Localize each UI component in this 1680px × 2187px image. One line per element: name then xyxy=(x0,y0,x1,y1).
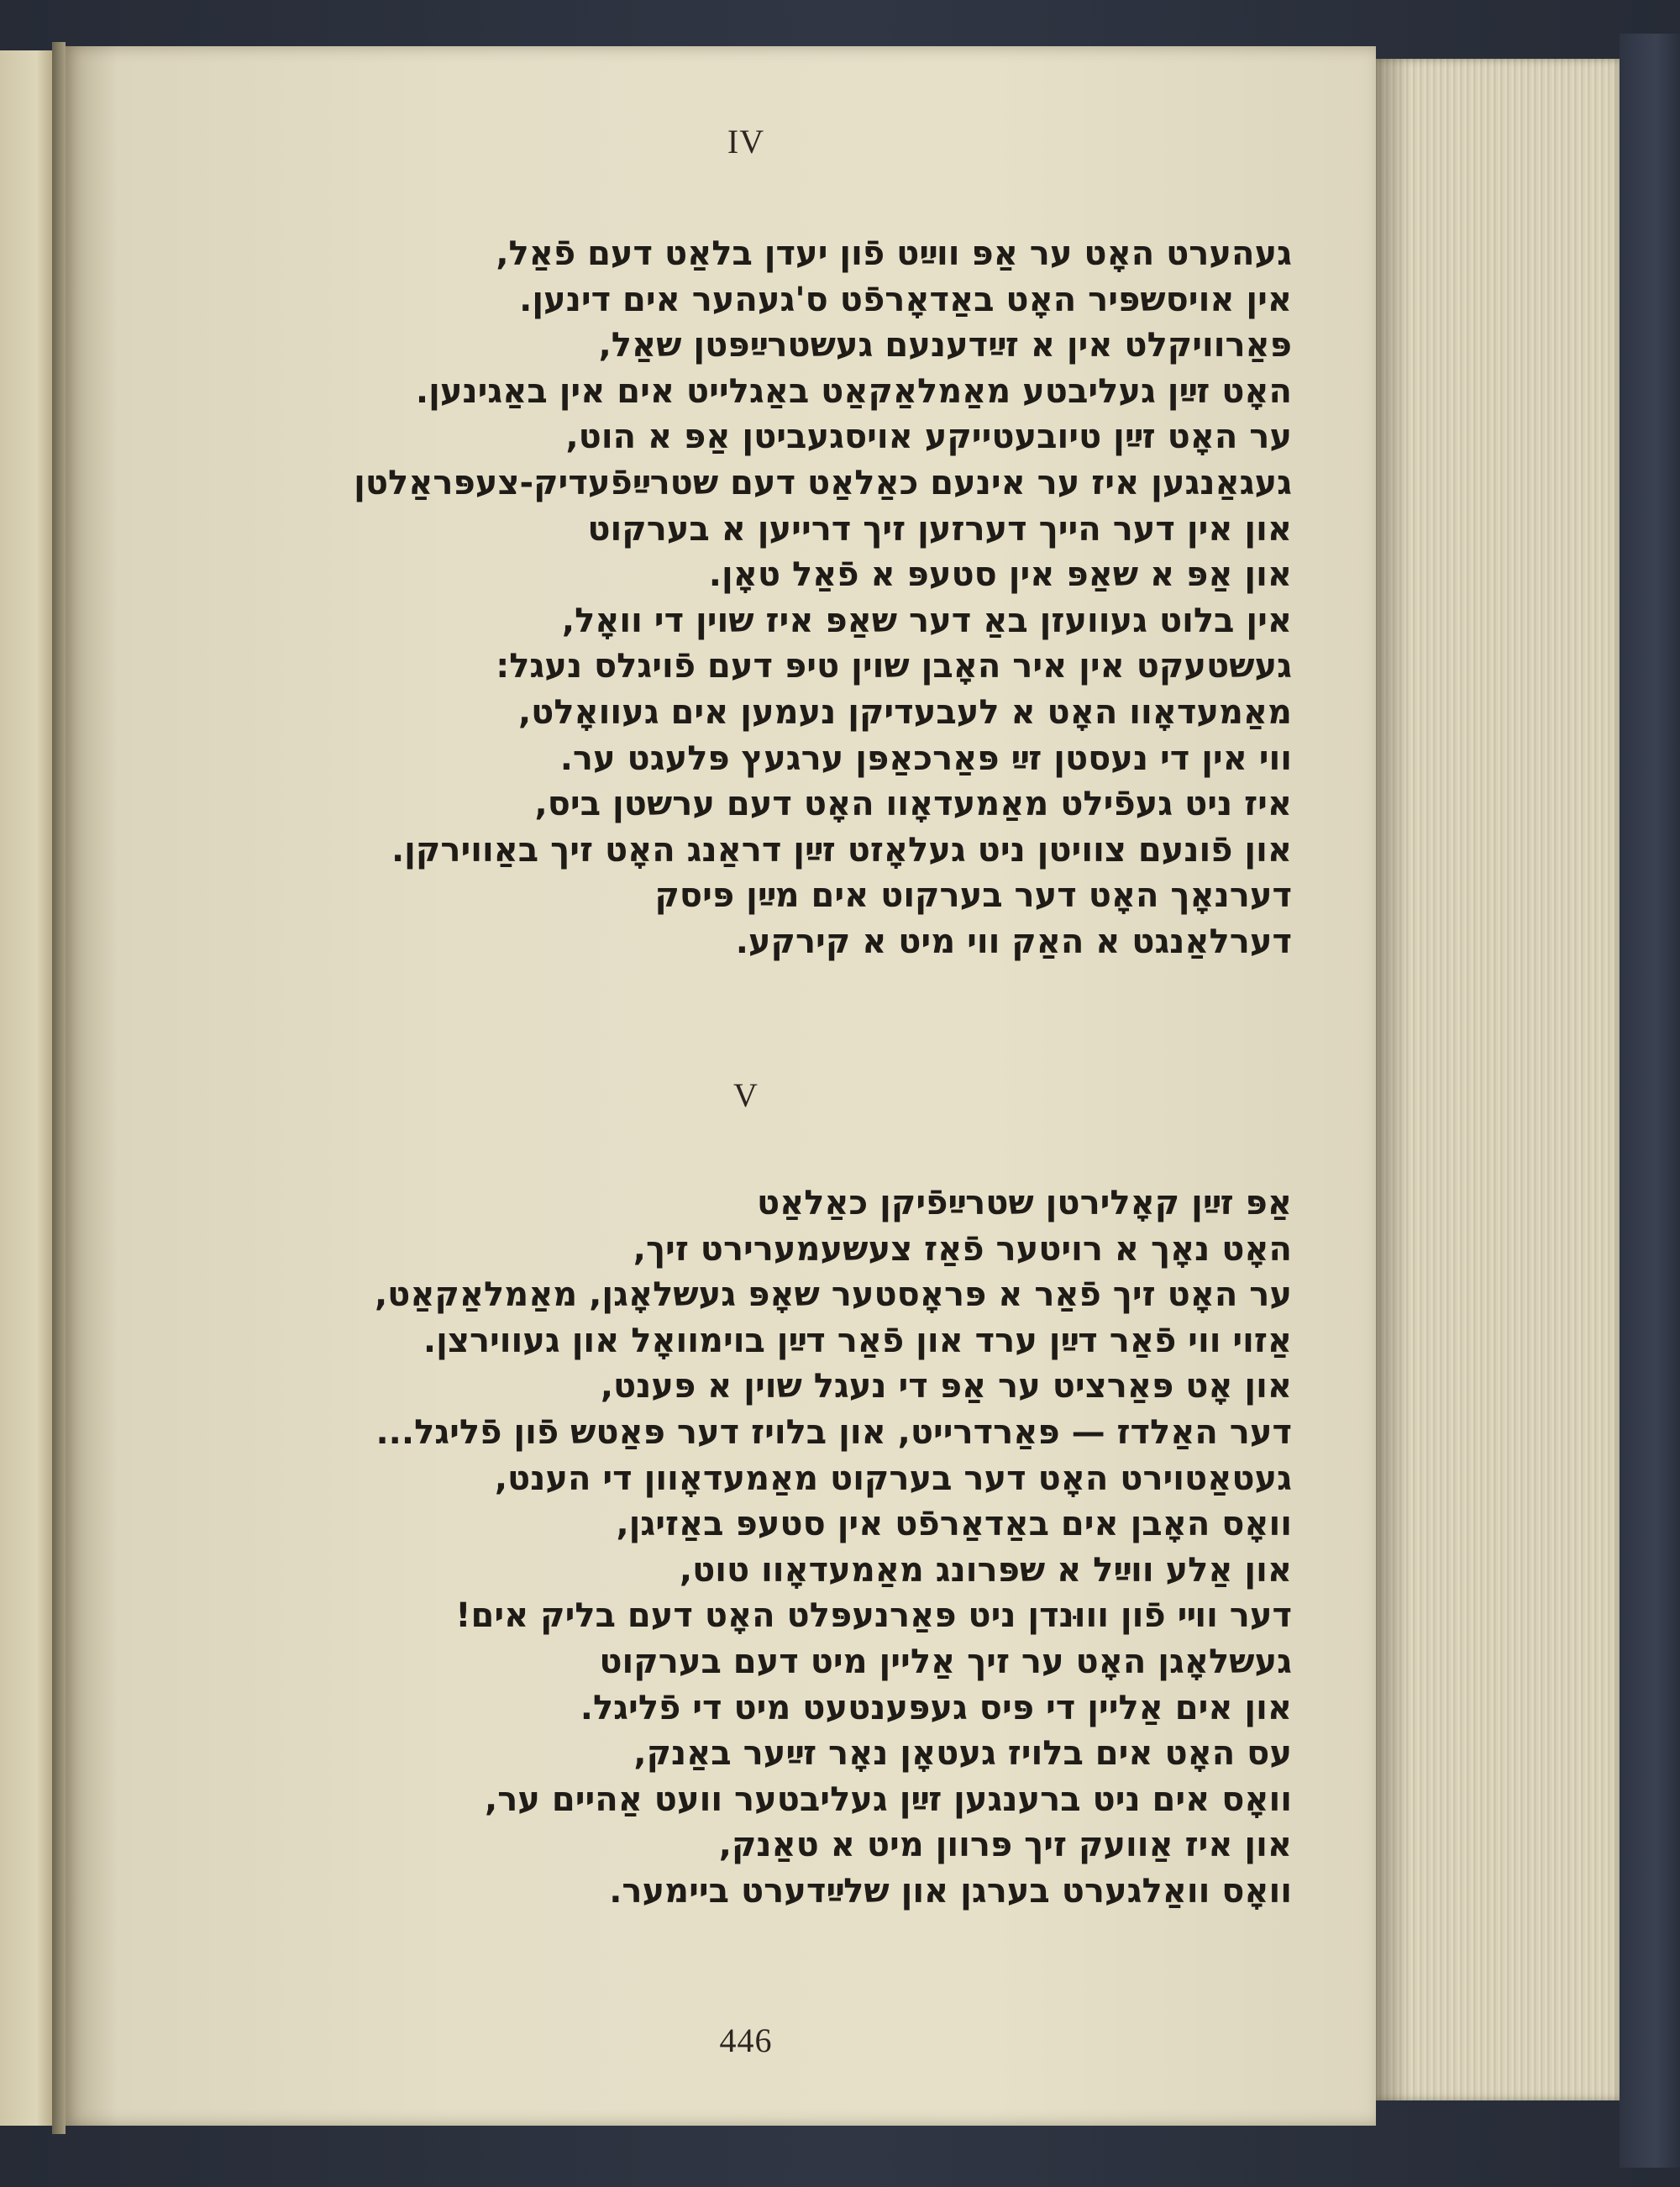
poem-line: מאַמעדאָוו האָט א לעבעדיקן נעמען אים געוואָלט, xyxy=(517,692,1292,732)
poem-line: ער האָט זײַן טיובעטייקע אויסגעביטן אַפּ א הוט, xyxy=(565,418,1292,457)
page-number: 446 xyxy=(719,2021,773,2059)
section-heading-v: V xyxy=(733,1076,759,1114)
poem-line: אין בלוט געוועזן באַ דער שאַפּ איז שוין די וואָל, xyxy=(561,601,1292,640)
poem-stanza-v xyxy=(200,1180,1292,1915)
poem-line: אַזוי ווי פֿאַר דײַן ערד און פֿאַר דײַן בוימוואָל און געווירצן. xyxy=(423,1321,1292,1360)
poem-line: דער האַלדז — פּאַרדרייט, און בלויז דער פּאַטש פֿון פֿליגל... xyxy=(375,1412,1292,1452)
section-heading-iv: IV xyxy=(727,123,765,160)
poem-line: דערלאַנגט א האַק ווי מיט א קירקע. xyxy=(735,922,1292,961)
poem-line: אַפּ זײַן קאָלירטן שטרײַפֿיקן כאַלאַט xyxy=(756,1184,1292,1222)
page-edges xyxy=(1376,59,1620,2100)
poem-line: דער ווײ פֿון וווּנדן ניט פּאַרנעפּלט האָט דעם בליק אים! xyxy=(455,1596,1292,1636)
poem-line: וואָס אים ניט ברענגען זײַן געליבטער וועט אַהיים ער, xyxy=(485,1780,1292,1819)
poem-line: געטאַטוירט האָט דער בערקוט מאַמעדאָוון די הענט, xyxy=(494,1459,1292,1498)
poem-line: און איז אַוועק זיך פּרוון מיט א טאַנק, xyxy=(718,1826,1292,1865)
poem-line: געהערט האָט ער אַפּ ווײַט פֿון יעדן בלאַט דעם פֿאַל, xyxy=(496,234,1292,273)
poem-line: און אַלע ווײַל א שפּרונג מאַמעדאָוו טוט, xyxy=(679,1550,1292,1590)
poem-line: וואָס האָבן אים באַדאַרפֿט אין סטעפּ באַזיגן, xyxy=(616,1505,1292,1544)
poem-line: אין אויסשפּיר האָט באַדאָרפֿט ס'געהער אים דינען. xyxy=(519,280,1292,319)
book-cover xyxy=(1620,34,1680,2168)
book-gutter xyxy=(52,42,66,2134)
poem-line: פּאַרוויקלט אין א זײַדענעם געשטרײַפּטן שאַל, xyxy=(598,326,1292,365)
poem-line: ווי אין די נעסטן זײַ פּאַרכאַפּן ערגעץ פּלעגט ער. xyxy=(559,739,1292,778)
page-edges-shadow xyxy=(1376,59,1410,2100)
poem-line: איז ניט געפֿילט מאַמעדאָוו האָט דעם ערשטן ביס, xyxy=(534,785,1292,824)
poem-line: דערנאָך האָט דער בערקוט אים מײַן פּיסק xyxy=(654,876,1292,916)
poem-stanza-iv xyxy=(200,231,1292,965)
poem-line: עס האָט אים בלויז געטאָן נאָר זײַער באַנק, xyxy=(633,1734,1292,1774)
poem-line: און אים אַליין די פּיס געפּענטעט מיט די פֿליגל. xyxy=(580,1688,1292,1727)
poem-line: וואָס וואַלגערט בערגן און שלײַדערט ביימער. xyxy=(609,1871,1292,1911)
poem-line: און אָט פּאַרציט ער אַפּ די נעגל שוין א פּענט, xyxy=(600,1367,1292,1406)
poem-line: ער האָט זיך פֿאַר א פּראָסטער שאָפּ געשלאָגן, מאַמלאַקאַט, xyxy=(374,1275,1292,1315)
facing-page-edge xyxy=(0,50,52,2126)
poem-line: האָט זײַן געליבטע מאַמלאַקאַט באַגלייט אים אין באַגינען. xyxy=(415,371,1292,411)
poem-line: און אין דער הייך דערזען זיך דרייען א בערקוט xyxy=(587,509,1292,549)
poem-line: געשטעקט אין איר האָבן שוין טיפּ דעם פֿויגלס נעגל: xyxy=(496,647,1292,686)
poem-line: געגאַנגען איז ער אינעם כאַלאַט דעם שטרײַפֿעדיק-צעפּראַלטן xyxy=(354,463,1292,502)
poem-line: און פֿונעם צוויטן ניט געלאָזט זײַן דראַנג האָט זיך באַווירקן. xyxy=(391,830,1292,870)
poem-line: האָט נאָך א רויטער פֿאַז צעשעמערירט זיך, xyxy=(633,1229,1292,1269)
book-page xyxy=(66,46,1376,2126)
poem-line: געשלאָגן האָט ער זיך אַליין מיט דעם בערקוט xyxy=(599,1642,1292,1681)
poem-line: און אַפּ א שאַפּ אין סטעפּ א פֿאַל טאָן. xyxy=(708,555,1292,595)
